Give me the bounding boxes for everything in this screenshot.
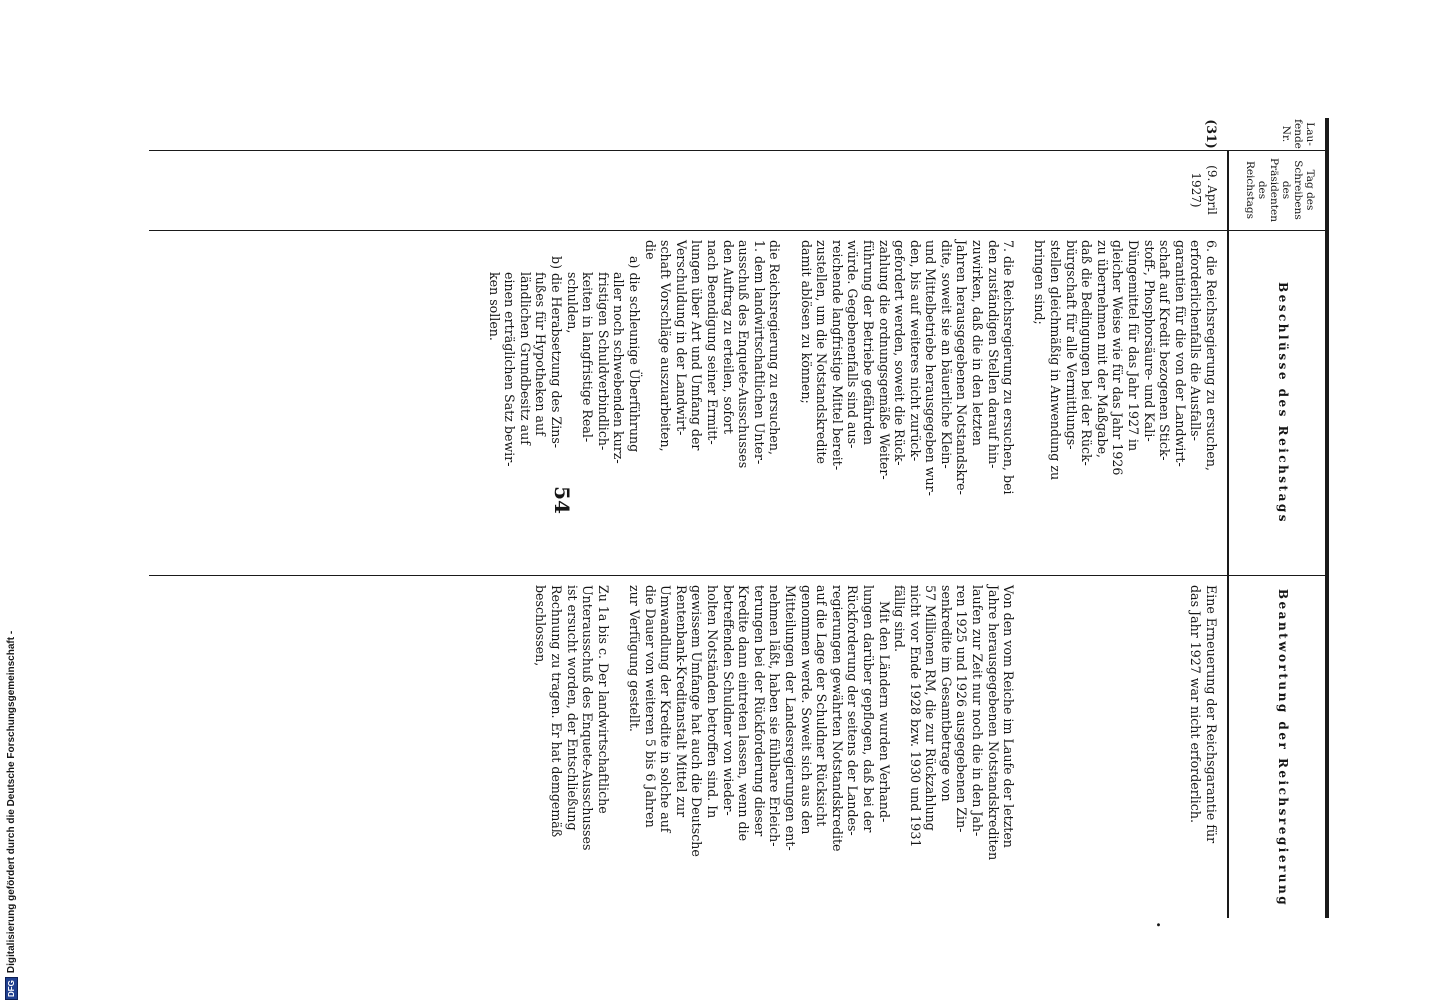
- answer-text: [533, 585, 1219, 915]
- answer-line: Mit den Ländern wurden Verhand-: [876, 585, 892, 823]
- resolution-line: Jahren herausgegebenen Notstandskre-: [954, 240, 970, 495]
- resolution-line: zuwirken, daß die in den letzten: [970, 240, 986, 446]
- answer-line: Zu 1a bis c. Der landwirtschaftliche: [595, 585, 611, 814]
- answer-line: Rechnung zu tragen. Er hat demgemäß: [549, 585, 565, 838]
- answer-line: nicht vor Ende 1928 bzw. 1930 und 1931: [907, 585, 923, 848]
- resolution-line: 6. die Reichsregierung zu ersuchen,: [1204, 240, 1219, 472]
- answer-line: [1094, 585, 1110, 915]
- answer-line: Eine Erneuerung der Reichsgarantie für: [1204, 585, 1219, 844]
- answer-line: Kredite dann eintreten lassen, wenn die: [736, 585, 752, 842]
- answer-line: [1110, 585, 1126, 915]
- resolution-line: lungen über Art und Umfang der: [689, 240, 705, 451]
- resolution-line: 7. die Reichsregierung zu ersuchen, bei: [1001, 240, 1017, 495]
- answer-line: [1172, 585, 1188, 915]
- resolution-line: fristigen Schuldverbindlich-: [595, 240, 611, 451]
- resolution-line: keiten in langfristige Real-: [580, 240, 596, 443]
- column-divider-3: [149, 575, 1329, 576]
- answer-line: beschlossen,: [533, 585, 549, 667]
- answer-line: [1016, 585, 1032, 915]
- resolution-line: schaft auf Kredit bezogenen Stick-: [1157, 240, 1173, 461]
- resolution-line: dite, soweit sie an bäuerliche Klein-: [938, 240, 954, 469]
- resolution-line: die Reichsregierung zu ersuchen,: [767, 240, 783, 455]
- header-answer: Beantwortung der Reichsregierung: [1276, 588, 1290, 908]
- resolution-line: führung der Betriebe gefährden: [860, 240, 876, 445]
- resolution-line: zu übernehmen mit der Maßgabe,: [1094, 240, 1110, 459]
- page-number: 54: [550, 486, 574, 514]
- answer-line: auf die Lage der Schuldner Rücksicht: [814, 585, 830, 827]
- column-divider-1: [149, 150, 1329, 151]
- answer-line: senkredite im Gesamtbetrage von: [938, 585, 954, 802]
- resolution-line: bringen sind;: [1032, 240, 1048, 325]
- credit-text: Digitalisierung gefördert durch die Deutsche Forschungsgemeinschaft -: [5, 630, 17, 974]
- resolution-line: b) die Herabsetzung des Zins-: [549, 240, 565, 449]
- margin-dot: .: [1153, 922, 1172, 928]
- answer-line: 57 Millionen RM, die zur Rückzahlung: [923, 585, 939, 831]
- answer-line: [1063, 585, 1079, 915]
- resolution-line: schaft Vorschläge auszuarbeiten,: [658, 240, 674, 452]
- resolution-line: würde. Gegebenenfalls sind aus-: [845, 240, 861, 449]
- header-resolutions: Beschlüsse des Reichstags: [1276, 281, 1290, 525]
- resolution-line: bürgschaft für alle Vermittlungs-: [1063, 240, 1079, 450]
- header-nr: Lau- fende Nr.: [1280, 119, 1316, 149]
- resolution-line: daß die Bedingungen bei der Rück-: [1079, 240, 1095, 466]
- answer-line: [1047, 585, 1063, 915]
- resolution-line: [1016, 240, 1032, 570]
- table-top-rule: [1325, 118, 1329, 918]
- resolution-line: und Mittelbetriebe herausgegeben wur-: [923, 240, 939, 496]
- answer-line: [611, 585, 627, 915]
- resolution-line: damit ablösen zu können;: [798, 240, 814, 404]
- answer-line: Umwandlung der Kredite in solche auf: [658, 585, 674, 833]
- answer-line: terungen bei der Rückforderung dieser: [751, 585, 767, 837]
- resolution-line: den zuständigen Stellen darauf hin-: [985, 240, 1001, 469]
- answer-line: nehmen läßt, haben sie fühlbare Erleich-: [767, 585, 783, 847]
- resolution-line: den Auftrag zu erteilen, sofort: [720, 240, 736, 434]
- answer-line: [1141, 585, 1157, 915]
- answer-line: regierungen gewährten Notstandskredite: [829, 585, 845, 852]
- answer-line: Unterausschuß des Enquete-Ausschusses: [580, 585, 596, 851]
- digitization-credit: [4, 10, 18, 1000]
- row-date: (9. April 1927): [1189, 165, 1219, 215]
- resolution-line: garantien für die von der Landwirt-: [1172, 240, 1188, 467]
- resolution-line: einen erträglichen Satz bewir-: [502, 240, 518, 467]
- resolution-line: den, bis auf weiteres nicht zurück-: [907, 240, 923, 462]
- resolution-line: a) die schleunige Überführung: [627, 240, 643, 453]
- resolution-line: gefordert werden, soweit die Rück-: [892, 240, 908, 466]
- resolution-line: Verschuldung in der Landwirt-: [673, 240, 689, 436]
- answer-line: gewissem Umfange hat auch die Deutsche: [689, 585, 705, 857]
- header-bottom-rule: [1228, 150, 1230, 918]
- resolution-line: 1. dem landwirtschaftlichen Unter-: [751, 240, 767, 465]
- resolution-line: reichende langfristige Mittel bereit-: [829, 240, 845, 471]
- answer-line: ist ersucht worden, der Entschließung: [564, 585, 580, 831]
- header-date: Tag des Schreibens des Präsidenten des Reichstags: [1244, 158, 1316, 222]
- answer-line: das Jahr 1927 war nicht erforderlich.: [1188, 585, 1204, 823]
- resolution-line: [782, 240, 798, 570]
- resolution-line: die: [642, 240, 658, 260]
- answer-line: [1032, 585, 1048, 915]
- answer-line: die Dauer von weiteren 5 bis 6 Jahren: [642, 585, 658, 828]
- dfg-logo: DFG: [5, 977, 18, 1000]
- answer-line: zur Verfügung gestellt.: [627, 585, 643, 732]
- resolution-line: gleicher Weise wie für das Jahr 1926: [1110, 240, 1126, 476]
- answer-line: holten Notständen betroffen sind. In: [705, 585, 720, 819]
- row-nr: (31): [1204, 119, 1219, 149]
- resolutions-text: [486, 240, 1219, 570]
- answer-line: Jahre herausgegebenen Notstandskrediten: [985, 585, 1001, 861]
- answer-line: [1157, 585, 1173, 915]
- resolution-line: erforderlichenfalls die Ausfalls-: [1188, 240, 1204, 441]
- answer-line: Rückforderung der seitens der Landes-: [845, 585, 861, 836]
- resolution-line: stoff-, Phosphorsäure- und Kali-: [1141, 240, 1157, 442]
- answer-line: laufen zur Zeit nur noch die in den Jah-: [970, 585, 986, 837]
- answer-line: fällig sind.: [892, 585, 908, 652]
- resolution-line: Düngemittel für das Jahr 1927 in: [1126, 240, 1142, 452]
- resolution-line: zustellen, um die Notstandskredite: [814, 240, 830, 464]
- resolution-line: schulden,: [564, 240, 580, 334]
- resolution-line: ken sollen.: [486, 240, 502, 341]
- answer-line: betreffenden Schuldner von wieder-: [720, 585, 736, 816]
- answer-line: [1125, 585, 1141, 915]
- resolution-line: nach Beendigung seiner Ermitt-: [705, 240, 720, 445]
- column-divider-2: [149, 230, 1329, 231]
- answer-line: [1079, 585, 1095, 915]
- resolution-line: stellen gleichmäßig in Anwendung zu: [1048, 240, 1064, 481]
- answer-line: Rentenbank-Kreditanstalt Mittel zur: [673, 585, 689, 818]
- answer-line: lungen darüber gepflogen, daß bei der: [860, 585, 876, 833]
- resolution-line: ländlichen Grundbesitz auf: [517, 240, 533, 445]
- answer-line: Mitteilungen der Landesregierungen ent-: [782, 585, 798, 851]
- resolution-line: aller noch schwebenden kurz-: [611, 240, 627, 464]
- resolution-line: ausschuß des Enquete-Ausschusses: [736, 240, 752, 469]
- resolution-line: fußes für Hypotheken auf: [533, 240, 549, 436]
- answer-line: Von den vom Reiche im Laufe der letzten: [1001, 585, 1017, 848]
- answer-line: ren 1925 und 1926 ausgegebenen Zin-: [954, 585, 970, 833]
- resolution-line: zahlung die ordnungsgemäße Weiter-: [876, 240, 892, 480]
- answer-line: genommen werde. Soweit sich aus den: [798, 585, 814, 835]
